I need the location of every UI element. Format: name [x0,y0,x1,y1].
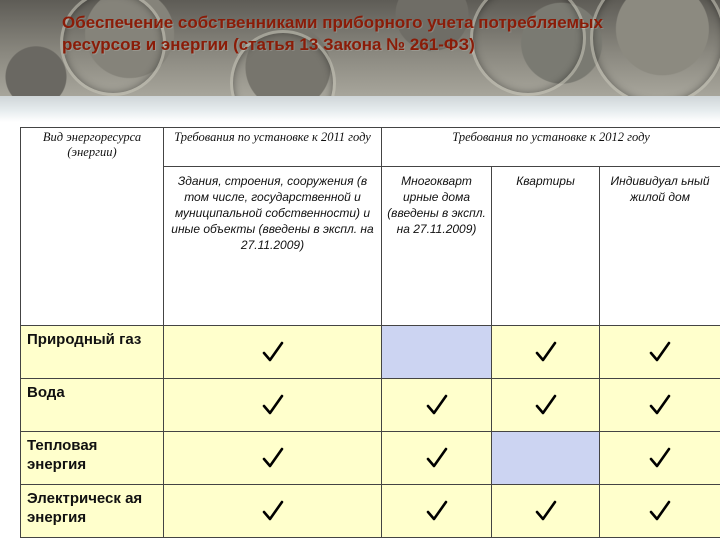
subheader-buildings: Здания, строения, сооружения (в том числе, государственной и муниципальной собственности) и иные объекты (введены в экспл. на 27.11.2009) [164,167,382,326]
checkmark-icon [262,500,284,522]
checkmark-icon [426,500,448,522]
header-resource-type: Вид энергоресурса (энергии) [21,128,164,326]
check-cell [492,379,600,432]
checkmark-icon [262,394,284,416]
subheader-apartment-buildings: Многокварт ирные дома (введены в экспл. на 27.11.2009) [382,167,492,326]
subheader-apartments: Квартиры [492,167,600,326]
checkmark-icon [649,447,671,469]
row-label: Вода [21,379,164,432]
check-cell [164,326,382,379]
table-header-row [21,128,720,167]
header-2012-requirements: Требования по установке к 2012 году [382,128,720,167]
row-label: Электрическ ая энергия [21,485,164,538]
checkmark-icon [535,341,557,363]
page-title: Обеспечение собственниками приборного учета потребляемых ресурсов и энергии (статья 13 Закона № 261-ФЗ) [62,13,603,54]
table-row [21,432,720,485]
check-cell [600,379,720,432]
check-cell [492,326,600,379]
checkmark-icon [426,447,448,469]
header-banner [0,0,720,96]
table-row [21,379,720,432]
table-row [21,485,720,538]
check-cell [600,485,720,538]
check-cell [600,326,720,379]
empty-cell [492,432,600,485]
check-cell [492,485,600,538]
checkmark-icon [535,500,557,522]
check-cell [382,485,492,538]
row-label: Природный газ [21,326,164,379]
check-cell [382,432,492,485]
checkmark-icon [649,341,671,363]
requirements-table [20,127,720,538]
subheader-individual-house: Индивидуал ьный жилой дом [600,167,720,326]
table-row [21,326,720,379]
checkmark-icon [649,500,671,522]
checkmark-icon [535,394,557,416]
check-cell [164,432,382,485]
checkmark-icon [649,394,671,416]
checkmark-icon [262,447,284,469]
check-cell [164,379,382,432]
check-cell [600,432,720,485]
header-2011-requirements: Требования по установке к 2011 году [164,128,382,167]
empty-cell [382,326,492,379]
checkmark-icon [426,394,448,416]
header-divider [0,96,720,122]
check-cell [164,485,382,538]
checkmark-icon [262,341,284,363]
requirements-table-wrap [20,127,720,525]
row-label: Тепловая энергия [21,432,164,485]
check-cell [382,379,492,432]
